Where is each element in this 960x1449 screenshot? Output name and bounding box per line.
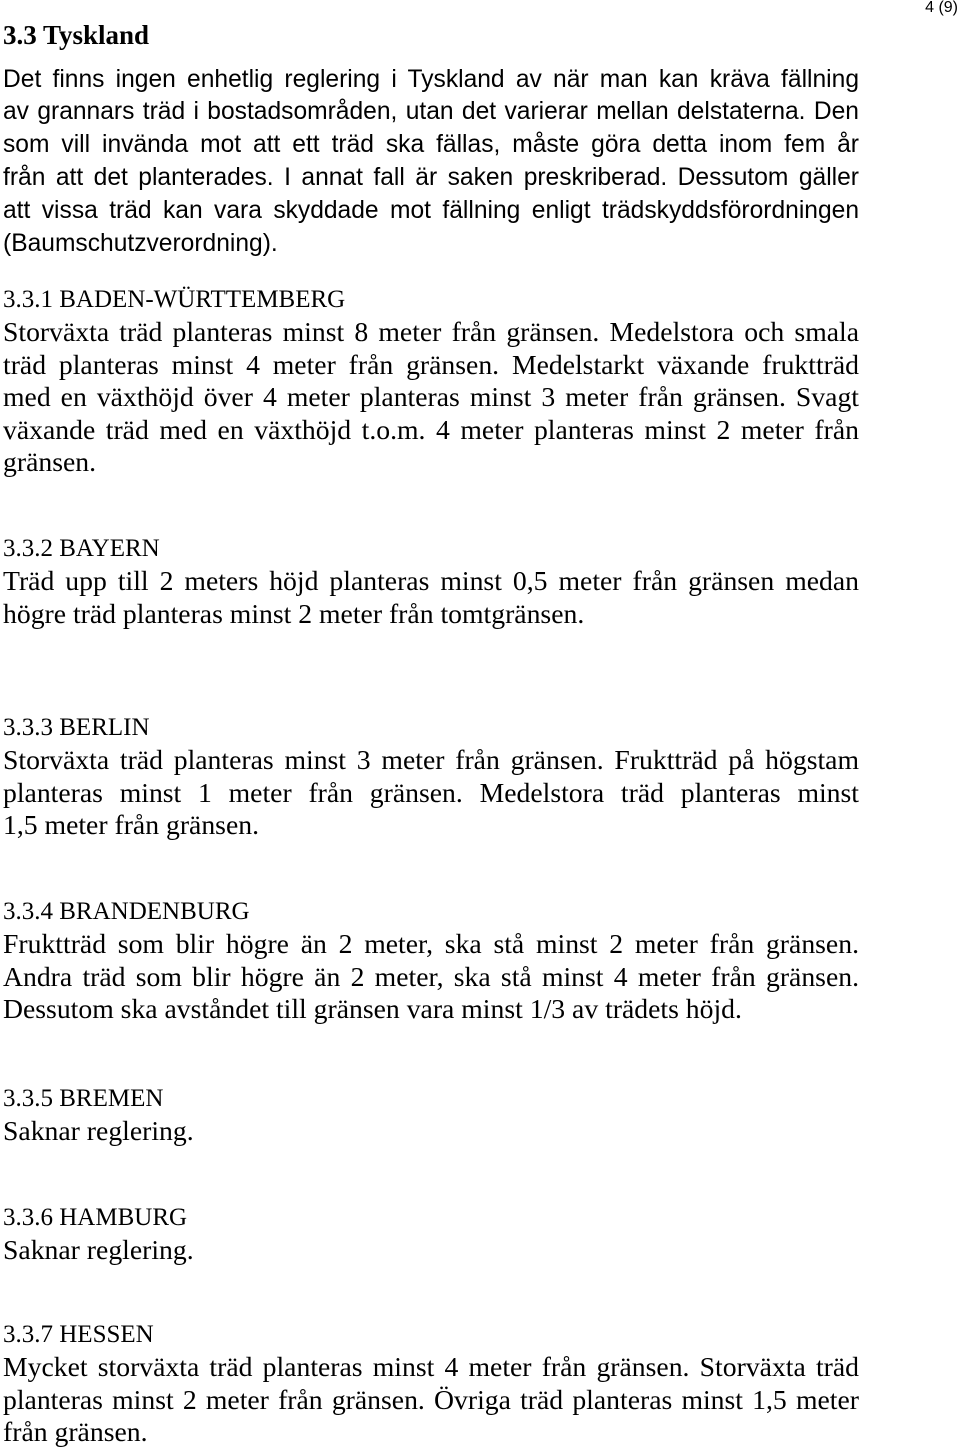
text-line: att vissa träd kan vara skyddade mot fällning enligt trädskyddsförordningen	[3, 196, 859, 224]
text-line: Saknar reglering.	[3, 1234, 194, 1266]
text-line: växande träd med en växthöjd t.o.m. 4 meter planteras minst 2 meter från	[3, 413, 859, 445]
subsection-berlin	[3, 712, 859, 842]
text-line: (Baumschutzverordning).	[3, 229, 278, 257]
text-line: planteras minst 2 meter från gränsen. Övriga träd planteras minst 1,5 meter	[3, 1383, 859, 1415]
text-line: med en växthöjd över 4 meter planteras minst 3 meter från gränsen. Svagt	[3, 381, 859, 413]
text-line: Saknar reglering.	[3, 1115, 194, 1147]
text-line: planteras minst 1 meter från gränsen. Medelstora träd planteras minst	[3, 776, 859, 808]
text-line: av grannars träd i bostadsområden, utan det varierar mellan delstaterna. Den	[3, 98, 859, 126]
subsection-bayern	[3, 533, 859, 630]
text-line: Det finns ingen enhetlig reglering i Tyskland av när man kan kräva fällning	[3, 65, 859, 93]
subsection-baden-wurttemberg	[3, 284, 859, 478]
text-line: Storväxta träd planteras minst 8 meter från gränsen. Medelstora och smala	[3, 316, 859, 348]
text-line: Dessutom ska avståndet till gränsen vara minst 1/3 av trädets höjd.	[3, 993, 742, 1025]
subsection-brandenburg	[3, 896, 859, 1026]
text-line: som vill invända mot att ett träd ska fällas, måste göra detta inom fem år	[3, 131, 859, 159]
text-line: Mycket storväxta träd planteras minst 4 meter från gränsen. Storväxta träd	[3, 1351, 859, 1383]
text-line: 1,5 meter från gränsen.	[3, 809, 260, 841]
section-heading: 3.3 Tyskland	[3, 20, 150, 50]
subsection-heading: 3.3.4 BRANDENBURG	[3, 898, 250, 925]
text-line: träd planteras minst 4 meter från gränsen. Medelstarkt växande fruktträd	[3, 348, 859, 380]
page-number: 4 (9)	[925, 0, 958, 16]
text-line: Storväxta träd planteras minst 3 meter från gränsen. Fruktträd på högstam	[3, 744, 859, 776]
subsection-heading: 3.3.6 HAMBURG	[3, 1204, 188, 1231]
subsection-hessen	[3, 1319, 859, 1449]
subsection-heading: 3.3.2 BAYERN	[3, 535, 160, 562]
text-line: gränsen.	[3, 446, 97, 478]
subsection-heading: 3.3.1 BADEN-WÜRTTEMBERG	[3, 286, 346, 313]
subsection-hamburg	[3, 1202, 859, 1267]
text-line: Andra träd som blir högre än 2 meter, ska stå minst 4 meter från gränsen.	[3, 960, 859, 992]
text-line: högre träd planteras minst 2 meter från tomtgränsen.	[3, 597, 585, 629]
text-line: Träd upp till 2 meters höjd planteras minst 0,5 meter från gränsen medan	[3, 565, 859, 597]
subsection-heading: 3.3.7 HESSEN	[3, 1321, 154, 1348]
text-line: Fruktträd som blir högre än 2 meter, ska stå minst 2 meter från gränsen.	[3, 928, 859, 960]
subsection-heading: 3.3.3 BERLIN	[3, 714, 150, 741]
text-line: från att det planterades. I annat fall är saken preskriberad. Dessutom gäller	[3, 163, 859, 191]
text-line: från gränsen.	[3, 1416, 148, 1448]
intro-paragraph	[3, 64, 859, 261]
subsection-heading: 3.3.5 BREMEN	[3, 1085, 164, 1112]
subsection-bremen	[3, 1083, 859, 1148]
